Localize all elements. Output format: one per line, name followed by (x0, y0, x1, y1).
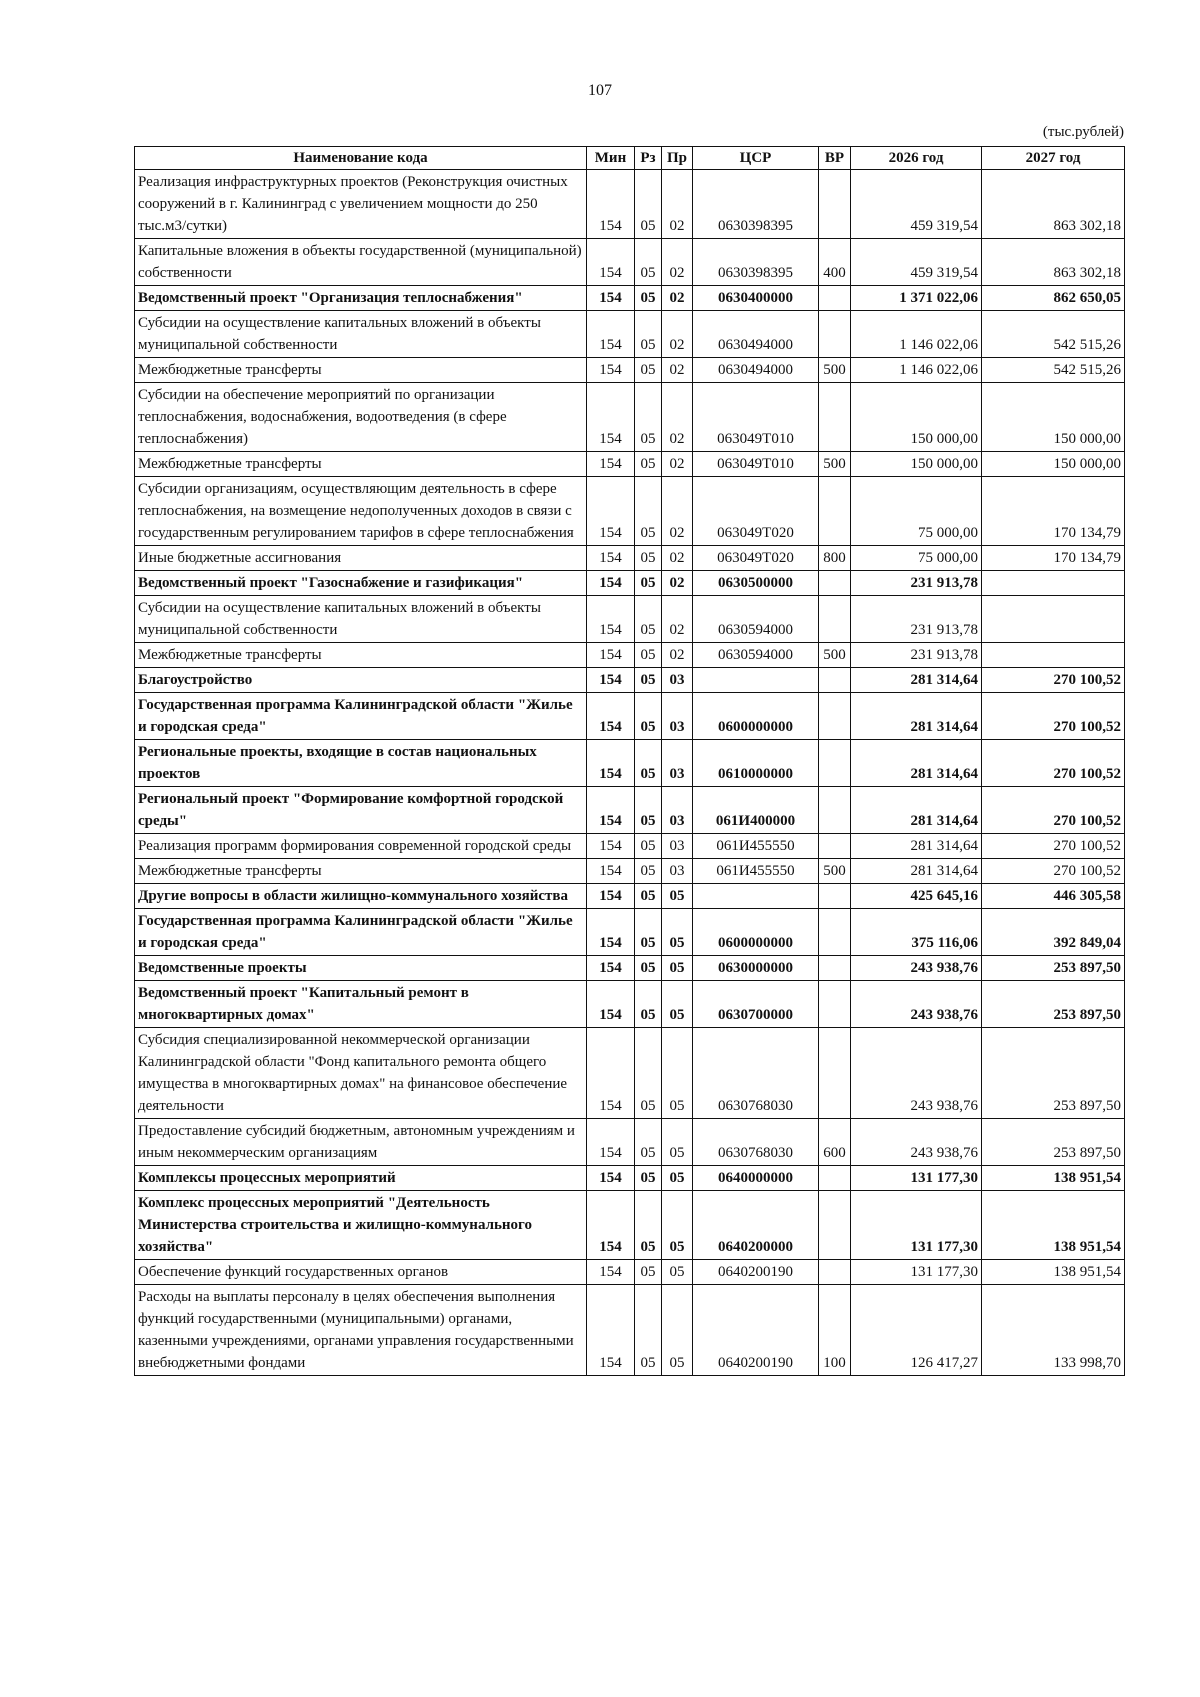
row-amount-2027: 138 951,54 (982, 1191, 1125, 1260)
row-amount-2026: 131 177,30 (851, 1191, 982, 1260)
row-csr (693, 668, 819, 693)
row-vr: 500 (819, 358, 851, 383)
row-rz: 05 (635, 596, 662, 643)
row-name: Ведомственный проект "Организация теплоснабжения" (135, 286, 587, 311)
row-vr (819, 740, 851, 787)
row-min: 154 (587, 383, 635, 452)
row-rz: 05 (635, 956, 662, 981)
row-pr: 02 (662, 546, 693, 571)
row-amount-2026: 1 146 022,06 (851, 358, 982, 383)
row-min: 154 (587, 571, 635, 596)
row-pr: 02 (662, 643, 693, 668)
row-name: Капитальные вложения в объекты государственной (муниципальной) собственности (135, 239, 587, 286)
row-pr: 02 (662, 383, 693, 452)
row-min: 154 (587, 981, 635, 1028)
row-vr: 500 (819, 452, 851, 477)
row-min: 154 (587, 643, 635, 668)
row-amount-2026: 281 314,64 (851, 859, 982, 884)
table-row (135, 1119, 1125, 1166)
table-row (135, 452, 1125, 477)
row-vr (819, 1191, 851, 1260)
header-rz: Рз (635, 147, 662, 170)
row-name: Расходы на выплаты персоналу в целях обеспечения выполнения функций государственными (муниципальными) органами, казенными учреждениями, органами управления государственными внебюджетными фондами (135, 1285, 587, 1376)
row-vr: 800 (819, 546, 851, 571)
row-rz: 05 (635, 859, 662, 884)
row-vr: 400 (819, 239, 851, 286)
row-csr: 0630768030 (693, 1028, 819, 1119)
row-min: 154 (587, 477, 635, 546)
row-amount-2027 (982, 596, 1125, 643)
row-amount-2026: 131 177,30 (851, 1260, 982, 1285)
row-amount-2026: 281 314,64 (851, 693, 982, 740)
row-rz: 05 (635, 909, 662, 956)
table-row (135, 239, 1125, 286)
row-csr: 0630700000 (693, 981, 819, 1028)
row-name: Региональные проекты, входящие в состав национальных проектов (135, 740, 587, 787)
row-pr: 05 (662, 1028, 693, 1119)
table-row (135, 884, 1125, 909)
row-csr: 0600000000 (693, 693, 819, 740)
table-row (135, 981, 1125, 1028)
row-min: 154 (587, 859, 635, 884)
row-name: Государственная программа Калининградской области "Жилье и городская среда" (135, 693, 587, 740)
row-amount-2026: 243 938,76 (851, 1028, 982, 1119)
row-amount-2026: 243 938,76 (851, 981, 982, 1028)
row-pr: 05 (662, 956, 693, 981)
row-pr: 02 (662, 311, 693, 358)
row-amount-2027: 170 134,79 (982, 477, 1125, 546)
row-name: Ведомственный проект "Капитальный ремонт в многоквартирных домах" (135, 981, 587, 1028)
row-vr (819, 909, 851, 956)
row-pr: 05 (662, 1260, 693, 1285)
row-vr (819, 981, 851, 1028)
row-name: Реализация инфраструктурных проектов (Реконструкция очистных сооружений в г. Калининград с увеличением мощности до 250 тыс.м3/сутки) (135, 170, 587, 239)
table-row (135, 1166, 1125, 1191)
row-csr: 0640200000 (693, 1191, 819, 1260)
row-csr: 0630500000 (693, 571, 819, 596)
row-pr: 02 (662, 571, 693, 596)
row-pr: 03 (662, 693, 693, 740)
row-csr: 0640200190 (693, 1285, 819, 1376)
row-amount-2027: 133 998,70 (982, 1285, 1125, 1376)
row-amount-2027: 270 100,52 (982, 740, 1125, 787)
table-row (135, 596, 1125, 643)
row-csr (693, 884, 819, 909)
table-row (135, 311, 1125, 358)
row-vr: 100 (819, 1285, 851, 1376)
row-rz: 05 (635, 546, 662, 571)
row-amount-2027: 150 000,00 (982, 452, 1125, 477)
row-min: 154 (587, 693, 635, 740)
row-amount-2027 (982, 643, 1125, 668)
table-row (135, 834, 1125, 859)
row-csr: 061И455550 (693, 834, 819, 859)
table-row (135, 546, 1125, 571)
table-row (135, 1028, 1125, 1119)
row-amount-2026: 281 314,64 (851, 740, 982, 787)
row-rz: 05 (635, 834, 662, 859)
row-min: 154 (587, 668, 635, 693)
row-rz: 05 (635, 787, 662, 834)
row-rz: 05 (635, 981, 662, 1028)
row-amount-2027: 863 302,18 (982, 239, 1125, 286)
row-name: Предоставление субсидий бюджетным, автономным учреждениям и иным некоммерческим организациям (135, 1119, 587, 1166)
row-name: Субсидии на обеспечение мероприятий по организации теплоснабжения, водоснабжения, водоотведения (в сфере теплоснабжения) (135, 383, 587, 452)
row-rz: 05 (635, 1166, 662, 1191)
row-vr: 500 (819, 643, 851, 668)
row-name: Иные бюджетные ассигнования (135, 546, 587, 571)
table-row (135, 1260, 1125, 1285)
table-row (135, 668, 1125, 693)
row-amount-2026: 231 913,78 (851, 596, 982, 643)
row-csr: 063049Т020 (693, 477, 819, 546)
row-pr: 02 (662, 358, 693, 383)
row-name: Региональный проект "Формирование комфортной городской среды" (135, 787, 587, 834)
table-row (135, 643, 1125, 668)
row-csr: 063049Т010 (693, 383, 819, 452)
row-csr: 0630000000 (693, 956, 819, 981)
row-vr (819, 286, 851, 311)
row-rz: 05 (635, 1191, 662, 1260)
row-csr: 0630594000 (693, 643, 819, 668)
row-min: 154 (587, 546, 635, 571)
row-amount-2026: 281 314,64 (851, 668, 982, 693)
table-row (135, 477, 1125, 546)
table-row (135, 740, 1125, 787)
row-min: 154 (587, 1191, 635, 1260)
units-label: (тыс.рублей) (1042, 124, 1124, 140)
row-amount-2027: 270 100,52 (982, 787, 1125, 834)
row-pr: 03 (662, 834, 693, 859)
row-amount-2027: 270 100,52 (982, 693, 1125, 740)
row-csr: 063049Т020 (693, 546, 819, 571)
row-vr: 600 (819, 1119, 851, 1166)
row-amount-2027: 138 951,54 (982, 1166, 1125, 1191)
row-min: 154 (587, 239, 635, 286)
table-body (135, 170, 1125, 1376)
table-row (135, 1191, 1125, 1260)
table-row (135, 358, 1125, 383)
row-amount-2027: 542 515,26 (982, 311, 1125, 358)
table-row (135, 956, 1125, 981)
row-min: 154 (587, 740, 635, 787)
row-rz: 05 (635, 643, 662, 668)
row-csr: 0600000000 (693, 909, 819, 956)
header-vr: ВР (819, 147, 851, 170)
row-vr (819, 477, 851, 546)
row-amount-2027 (982, 571, 1125, 596)
row-csr: 0640200190 (693, 1260, 819, 1285)
row-name: Комплексы процессных мероприятий (135, 1166, 587, 1191)
row-amount-2026: 425 645,16 (851, 884, 982, 909)
row-pr: 03 (662, 740, 693, 787)
header-csr: ЦСР (693, 147, 819, 170)
row-rz: 05 (635, 170, 662, 239)
row-name: Благоустройство (135, 668, 587, 693)
row-amount-2026: 1 371 022,06 (851, 286, 982, 311)
row-pr: 02 (662, 596, 693, 643)
row-vr (819, 311, 851, 358)
row-pr: 02 (662, 452, 693, 477)
row-csr: 0630768030 (693, 1119, 819, 1166)
row-amount-2027: 150 000,00 (982, 383, 1125, 452)
row-min: 154 (587, 358, 635, 383)
row-min: 154 (587, 909, 635, 956)
row-pr: 02 (662, 239, 693, 286)
row-csr: 0630594000 (693, 596, 819, 643)
table-row (135, 571, 1125, 596)
table-row (135, 909, 1125, 956)
row-amount-2027: 862 650,05 (982, 286, 1125, 311)
row-rz: 05 (635, 452, 662, 477)
row-name: Ведомственный проект "Газоснабжение и газификация" (135, 571, 587, 596)
row-rz: 05 (635, 358, 662, 383)
row-amount-2026: 75 000,00 (851, 546, 982, 571)
row-pr: 05 (662, 884, 693, 909)
row-min: 154 (587, 170, 635, 239)
row-pr: 03 (662, 787, 693, 834)
row-min: 154 (587, 834, 635, 859)
table-row (135, 859, 1125, 884)
row-pr: 05 (662, 1285, 693, 1376)
row-amount-2027: 138 951,54 (982, 1260, 1125, 1285)
row-name: Реализация программ формирования современной городской среды (135, 834, 587, 859)
row-name: Межбюджетные трансферты (135, 643, 587, 668)
row-amount-2026: 231 913,78 (851, 643, 982, 668)
row-amount-2027: 253 897,50 (982, 981, 1125, 1028)
table-row (135, 1285, 1125, 1376)
row-min: 154 (587, 956, 635, 981)
row-vr (819, 596, 851, 643)
row-rz: 05 (635, 1119, 662, 1166)
row-name: Другие вопросы в области жилищно-коммунального хозяйства (135, 884, 587, 909)
row-rz: 05 (635, 571, 662, 596)
row-name: Межбюджетные трансферты (135, 859, 587, 884)
row-pr: 02 (662, 286, 693, 311)
row-vr (819, 1166, 851, 1191)
row-csr: 061И400000 (693, 787, 819, 834)
row-amount-2027: 270 100,52 (982, 859, 1125, 884)
row-amount-2027: 270 100,52 (982, 668, 1125, 693)
row-min: 154 (587, 596, 635, 643)
row-name: Ведомственные проекты (135, 956, 587, 981)
row-vr (819, 787, 851, 834)
row-min: 154 (587, 1028, 635, 1119)
row-min: 154 (587, 311, 635, 358)
row-pr: 02 (662, 170, 693, 239)
row-rz: 05 (635, 1260, 662, 1285)
row-rz: 05 (635, 693, 662, 740)
row-csr: 0630400000 (693, 286, 819, 311)
row-name: Межбюджетные трансферты (135, 452, 587, 477)
row-amount-2027: 170 134,79 (982, 546, 1125, 571)
row-name: Субсидии организациям, осуществляющим деятельность в сфере теплоснабжения, на возмещение недополученных доходов в связи с государственным регулированием тарифов в сфере теплоснабжения (135, 477, 587, 546)
row-amount-2026: 281 314,64 (851, 787, 982, 834)
row-amount-2026: 459 319,54 (851, 239, 982, 286)
row-amount-2026: 75 000,00 (851, 477, 982, 546)
row-min: 154 (587, 884, 635, 909)
row-amount-2026: 459 319,54 (851, 170, 982, 239)
row-min: 154 (587, 1260, 635, 1285)
row-csr: 063049Т010 (693, 452, 819, 477)
row-vr (819, 834, 851, 859)
header-row (135, 147, 1125, 170)
row-rz: 05 (635, 884, 662, 909)
row-amount-2027: 253 897,50 (982, 1028, 1125, 1119)
row-pr: 05 (662, 909, 693, 956)
row-csr: 0630398395 (693, 170, 819, 239)
row-vr (819, 693, 851, 740)
row-amount-2026: 150 000,00 (851, 383, 982, 452)
row-min: 154 (587, 286, 635, 311)
row-vr (819, 668, 851, 693)
row-amount-2027: 392 849,04 (982, 909, 1125, 956)
table-row (135, 383, 1125, 452)
row-name: Государственная программа Калининградской области "Жилье и городская среда" (135, 909, 587, 956)
row-csr: 0610000000 (693, 740, 819, 787)
row-amount-2027: 542 515,26 (982, 358, 1125, 383)
row-amount-2027: 446 305,58 (982, 884, 1125, 909)
row-rz: 05 (635, 1285, 662, 1376)
header-2027: 2027 год (982, 147, 1125, 170)
row-name: Субсидии на осуществление капитальных вложений в объекты муниципальной собственности (135, 596, 587, 643)
row-amount-2026: 375 116,06 (851, 909, 982, 956)
row-name: Межбюджетные трансферты (135, 358, 587, 383)
row-rz: 05 (635, 311, 662, 358)
row-min: 154 (587, 787, 635, 834)
row-csr: 0640000000 (693, 1166, 819, 1191)
row-rz: 05 (635, 477, 662, 546)
page-number: 107 (588, 82, 612, 99)
row-vr (819, 383, 851, 452)
row-pr: 03 (662, 859, 693, 884)
row-rz: 05 (635, 740, 662, 787)
row-csr: 0630398395 (693, 239, 819, 286)
table-row (135, 170, 1125, 239)
row-amount-2026: 281 314,64 (851, 834, 982, 859)
row-pr: 05 (662, 1191, 693, 1260)
header-min: Мин (587, 147, 635, 170)
row-pr: 02 (662, 477, 693, 546)
header-2026: 2026 год (851, 147, 982, 170)
row-pr: 03 (662, 668, 693, 693)
row-amount-2026: 1 146 022,06 (851, 311, 982, 358)
row-name: Обеспечение функций государственных органов (135, 1260, 587, 1285)
row-name: Комплекс процессных мероприятий "Деятельность Министерства строительства и жилищно-коммунального хозяйства" (135, 1191, 587, 1260)
row-rz: 05 (635, 383, 662, 452)
row-amount-2026: 150 000,00 (851, 452, 982, 477)
row-amount-2026: 243 938,76 (851, 956, 982, 981)
row-amount-2026: 243 938,76 (851, 1119, 982, 1166)
row-rz: 05 (635, 1028, 662, 1119)
row-name: Субсидия специализированной некоммерческой организации Калининградской области "Фонд капитального ремонта общего имущества в многоквартирных домах" на финансовое обеспечение деятельности (135, 1028, 587, 1119)
row-vr (819, 1028, 851, 1119)
table-row (135, 693, 1125, 740)
row-amount-2027: 253 897,50 (982, 956, 1125, 981)
row-min: 154 (587, 452, 635, 477)
row-amount-2027: 253 897,50 (982, 1119, 1125, 1166)
row-amount-2027: 270 100,52 (982, 834, 1125, 859)
row-min: 154 (587, 1285, 635, 1376)
row-vr (819, 1260, 851, 1285)
row-amount-2027: 863 302,18 (982, 170, 1125, 239)
header-pr: Пр (662, 147, 693, 170)
row-min: 154 (587, 1119, 635, 1166)
row-vr (819, 170, 851, 239)
budget-table (134, 146, 1125, 1376)
row-min: 154 (587, 1166, 635, 1191)
row-vr (819, 956, 851, 981)
row-vr (819, 884, 851, 909)
row-csr: 0630494000 (693, 358, 819, 383)
row-pr: 05 (662, 1166, 693, 1191)
row-name: Субсидии на осуществление капитальных вложений в объекты муниципальной собственности (135, 311, 587, 358)
row-rz: 05 (635, 668, 662, 693)
row-pr: 05 (662, 1119, 693, 1166)
row-amount-2026: 126 417,27 (851, 1285, 982, 1376)
row-rz: 05 (635, 286, 662, 311)
table-row (135, 787, 1125, 834)
row-rz: 05 (635, 239, 662, 286)
row-amount-2026: 231 913,78 (851, 571, 982, 596)
row-amount-2026: 131 177,30 (851, 1166, 982, 1191)
row-vr: 500 (819, 859, 851, 884)
row-vr (819, 571, 851, 596)
table-row (135, 286, 1125, 311)
row-csr: 0630494000 (693, 311, 819, 358)
row-csr: 061И455550 (693, 859, 819, 884)
row-pr: 05 (662, 981, 693, 1028)
header-name: Наименование кода (135, 147, 587, 170)
